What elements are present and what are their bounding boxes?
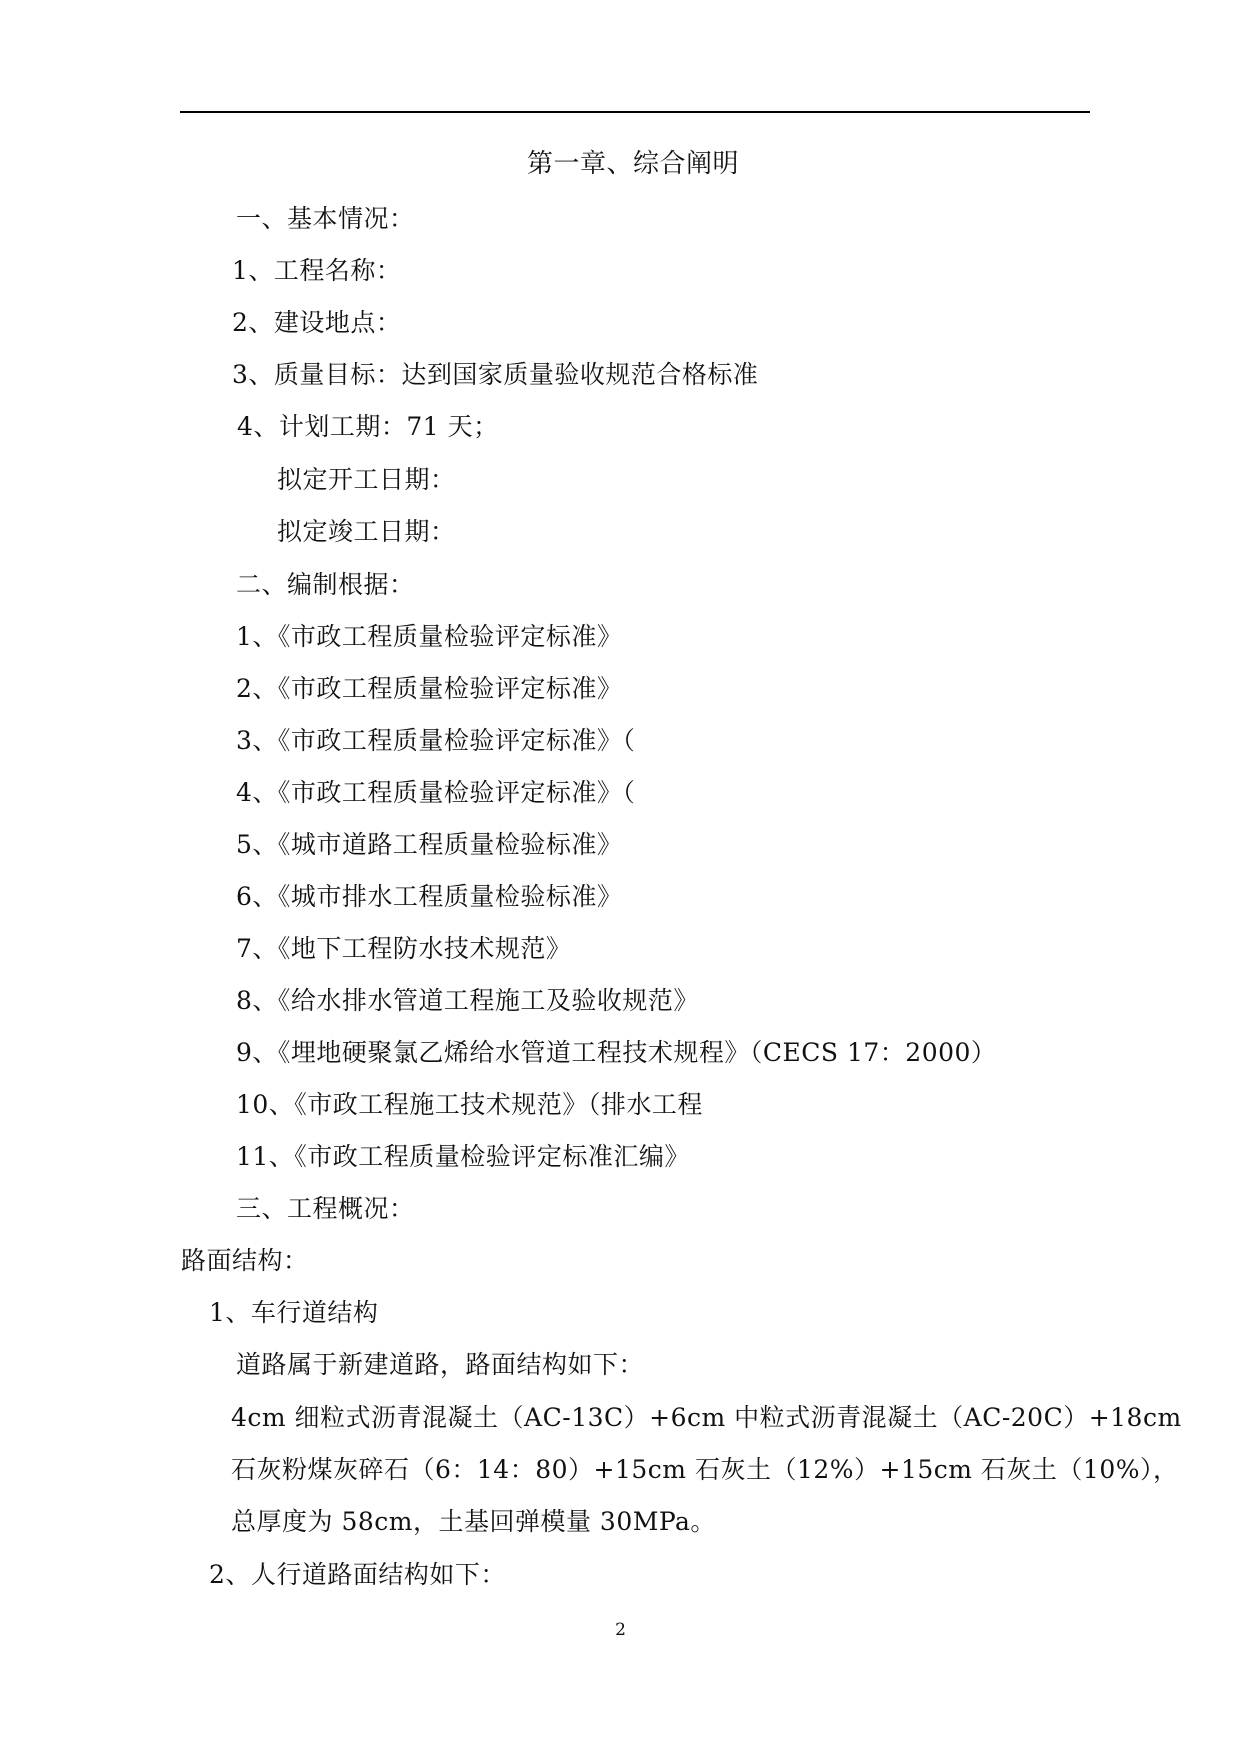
header-rule: [180, 111, 1090, 113]
basis-item: 1、《市政工程质量检验评定标准》: [236, 622, 623, 651]
quality-target-item: 3、质量目标：达到国家质量验收规范合格标准: [232, 360, 759, 389]
basis-item: 9、《埋地硬聚氯乙烯给水管道工程技术规程》（CECS 17：2000）: [236, 1038, 997, 1067]
chapter-title: 第一章、综合阐明: [527, 149, 740, 179]
section2-heading: 二、编制根据：: [236, 570, 415, 599]
roadway-heading: 1、车行道结构: [209, 1298, 379, 1327]
start-date-item: 拟定开工日期：: [277, 465, 456, 494]
section1-heading: 一、基本情况：: [236, 204, 415, 233]
basis-item: 3、《市政工程质量检验评定标准》（: [236, 726, 636, 755]
location-item: 2、建设地点：: [232, 308, 402, 337]
basis-item: 2、《市政工程质量检验评定标准》: [236, 674, 623, 703]
schedule-item: 4、计划工期：71 天；: [237, 412, 499, 441]
roadway-structure-line: 总厚度为 58cm，土基回弹模量 30MPa。: [231, 1507, 716, 1536]
roadway-intro: 道路属于新建道路，路面结构如下：: [236, 1350, 645, 1379]
basis-item: 8、《给水排水管道工程施工及验收规范》: [236, 986, 699, 1015]
section3-heading: 三、工程概况：: [236, 1194, 415, 1223]
sidewalk-heading: 2、人行道路面结构如下：: [209, 1560, 506, 1589]
basis-item: 6、《城市排水工程质量检验标准》: [236, 882, 623, 911]
roadway-structure-line: 石灰粉煤灰碎石（6：14：80）+15cm 石灰土（12%）+15cm 石灰土（10%），: [231, 1455, 1179, 1484]
end-date-item: 拟定竣工日期：: [277, 517, 456, 546]
roadway-structure-line: 4cm 细粒式沥青混凝土（AC-13C）+6cm 中粒式沥青混凝土（AC-20C）+18cm: [231, 1403, 1182, 1432]
basis-item: 7、《地下工程防水技术规范》: [236, 934, 572, 963]
project-name-item: 1、工程名称：: [232, 256, 402, 285]
basis-item: 4、《市政工程质量检验评定标准》（: [236, 778, 636, 807]
pavement-label: 路面结构：: [181, 1246, 309, 1275]
basis-item: 11、《市政工程质量检验评定标准汇编》: [236, 1142, 690, 1171]
basis-item: 10、《市政工程施工技术规范》（排水工程: [236, 1090, 703, 1119]
page-number: 2: [615, 1620, 626, 1640]
basis-item: 5、《城市道路工程质量检验标准》: [236, 830, 623, 859]
